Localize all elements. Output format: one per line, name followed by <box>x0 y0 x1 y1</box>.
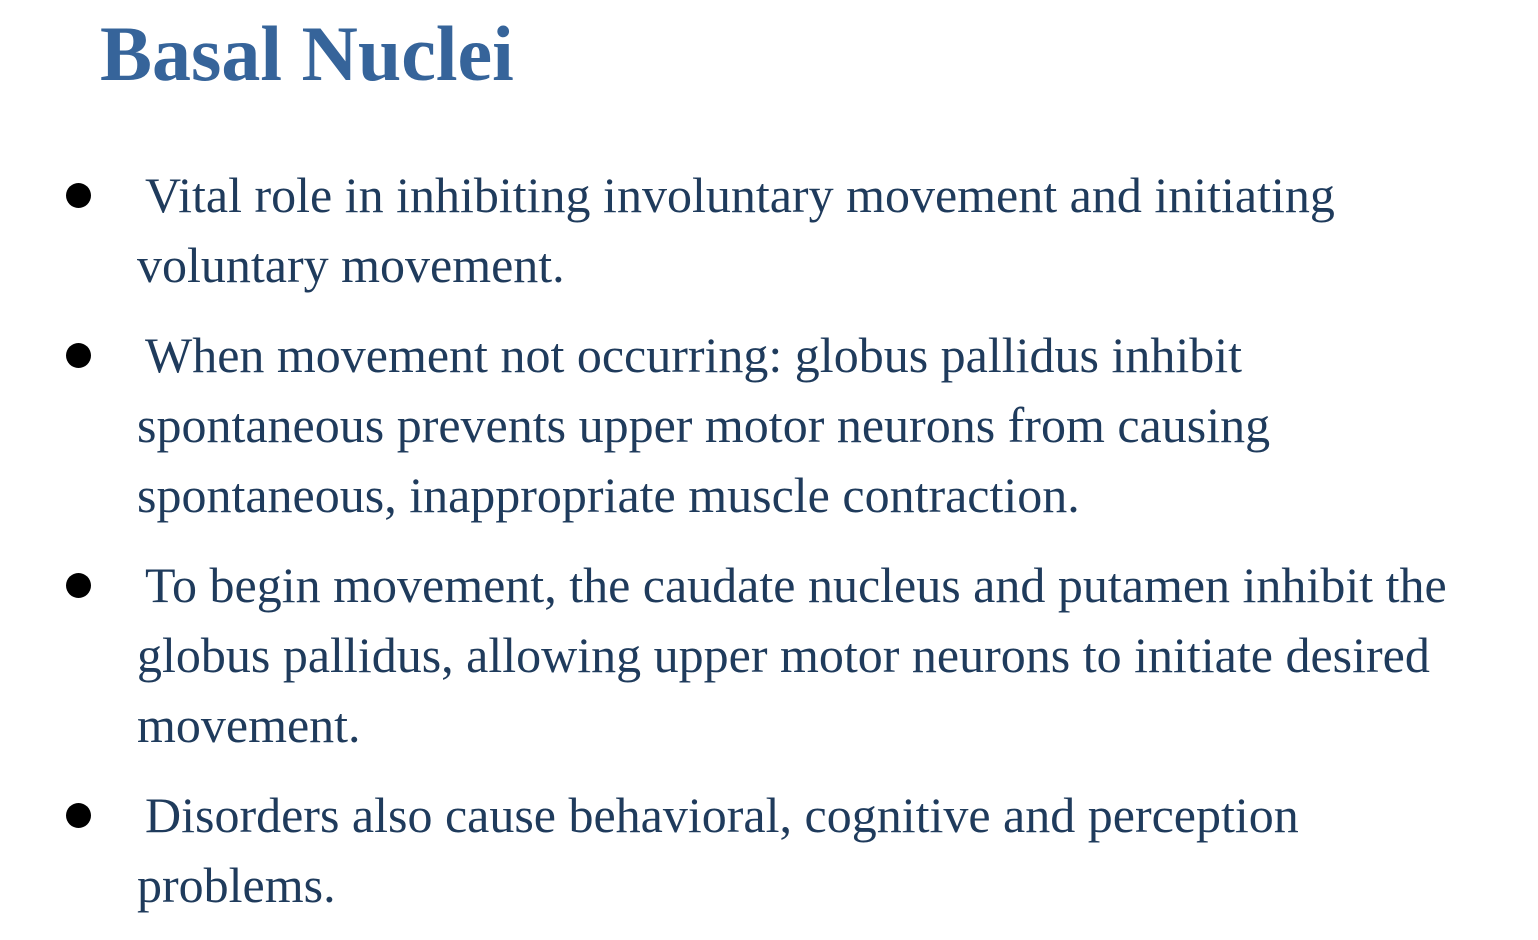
bullet-dot-icon <box>66 803 91 828</box>
bullet-dot-icon <box>66 183 91 208</box>
bullet-item <box>0 780 1538 920</box>
bullet-text: Vital role in inhibiting involuntary movement and initiating voluntary movement. <box>137 167 1335 293</box>
bullet-item <box>0 320 1538 530</box>
slide-title: Basal Nuclei <box>100 10 514 97</box>
bullet-dot-icon <box>66 343 91 368</box>
bullet-dot-icon <box>66 573 91 598</box>
bullet-text: Disorders also cause behavioral, cognitive and perception problems. <box>137 787 1299 913</box>
bullet-text: When movement not occurring: globus pallidus inhibit spontaneous prevents upper motor neurons from causing spontaneous, inappropriate muscle contraction. <box>137 327 1271 523</box>
bullet-list <box>0 160 1538 940</box>
bullet-text: To begin movement, the caudate nucleus and putamen inhibit the globus pallidus, allowing upper motor neurons to initiate desired movement. <box>137 557 1447 753</box>
bullet-item <box>0 550 1538 760</box>
bullet-item <box>0 160 1538 300</box>
